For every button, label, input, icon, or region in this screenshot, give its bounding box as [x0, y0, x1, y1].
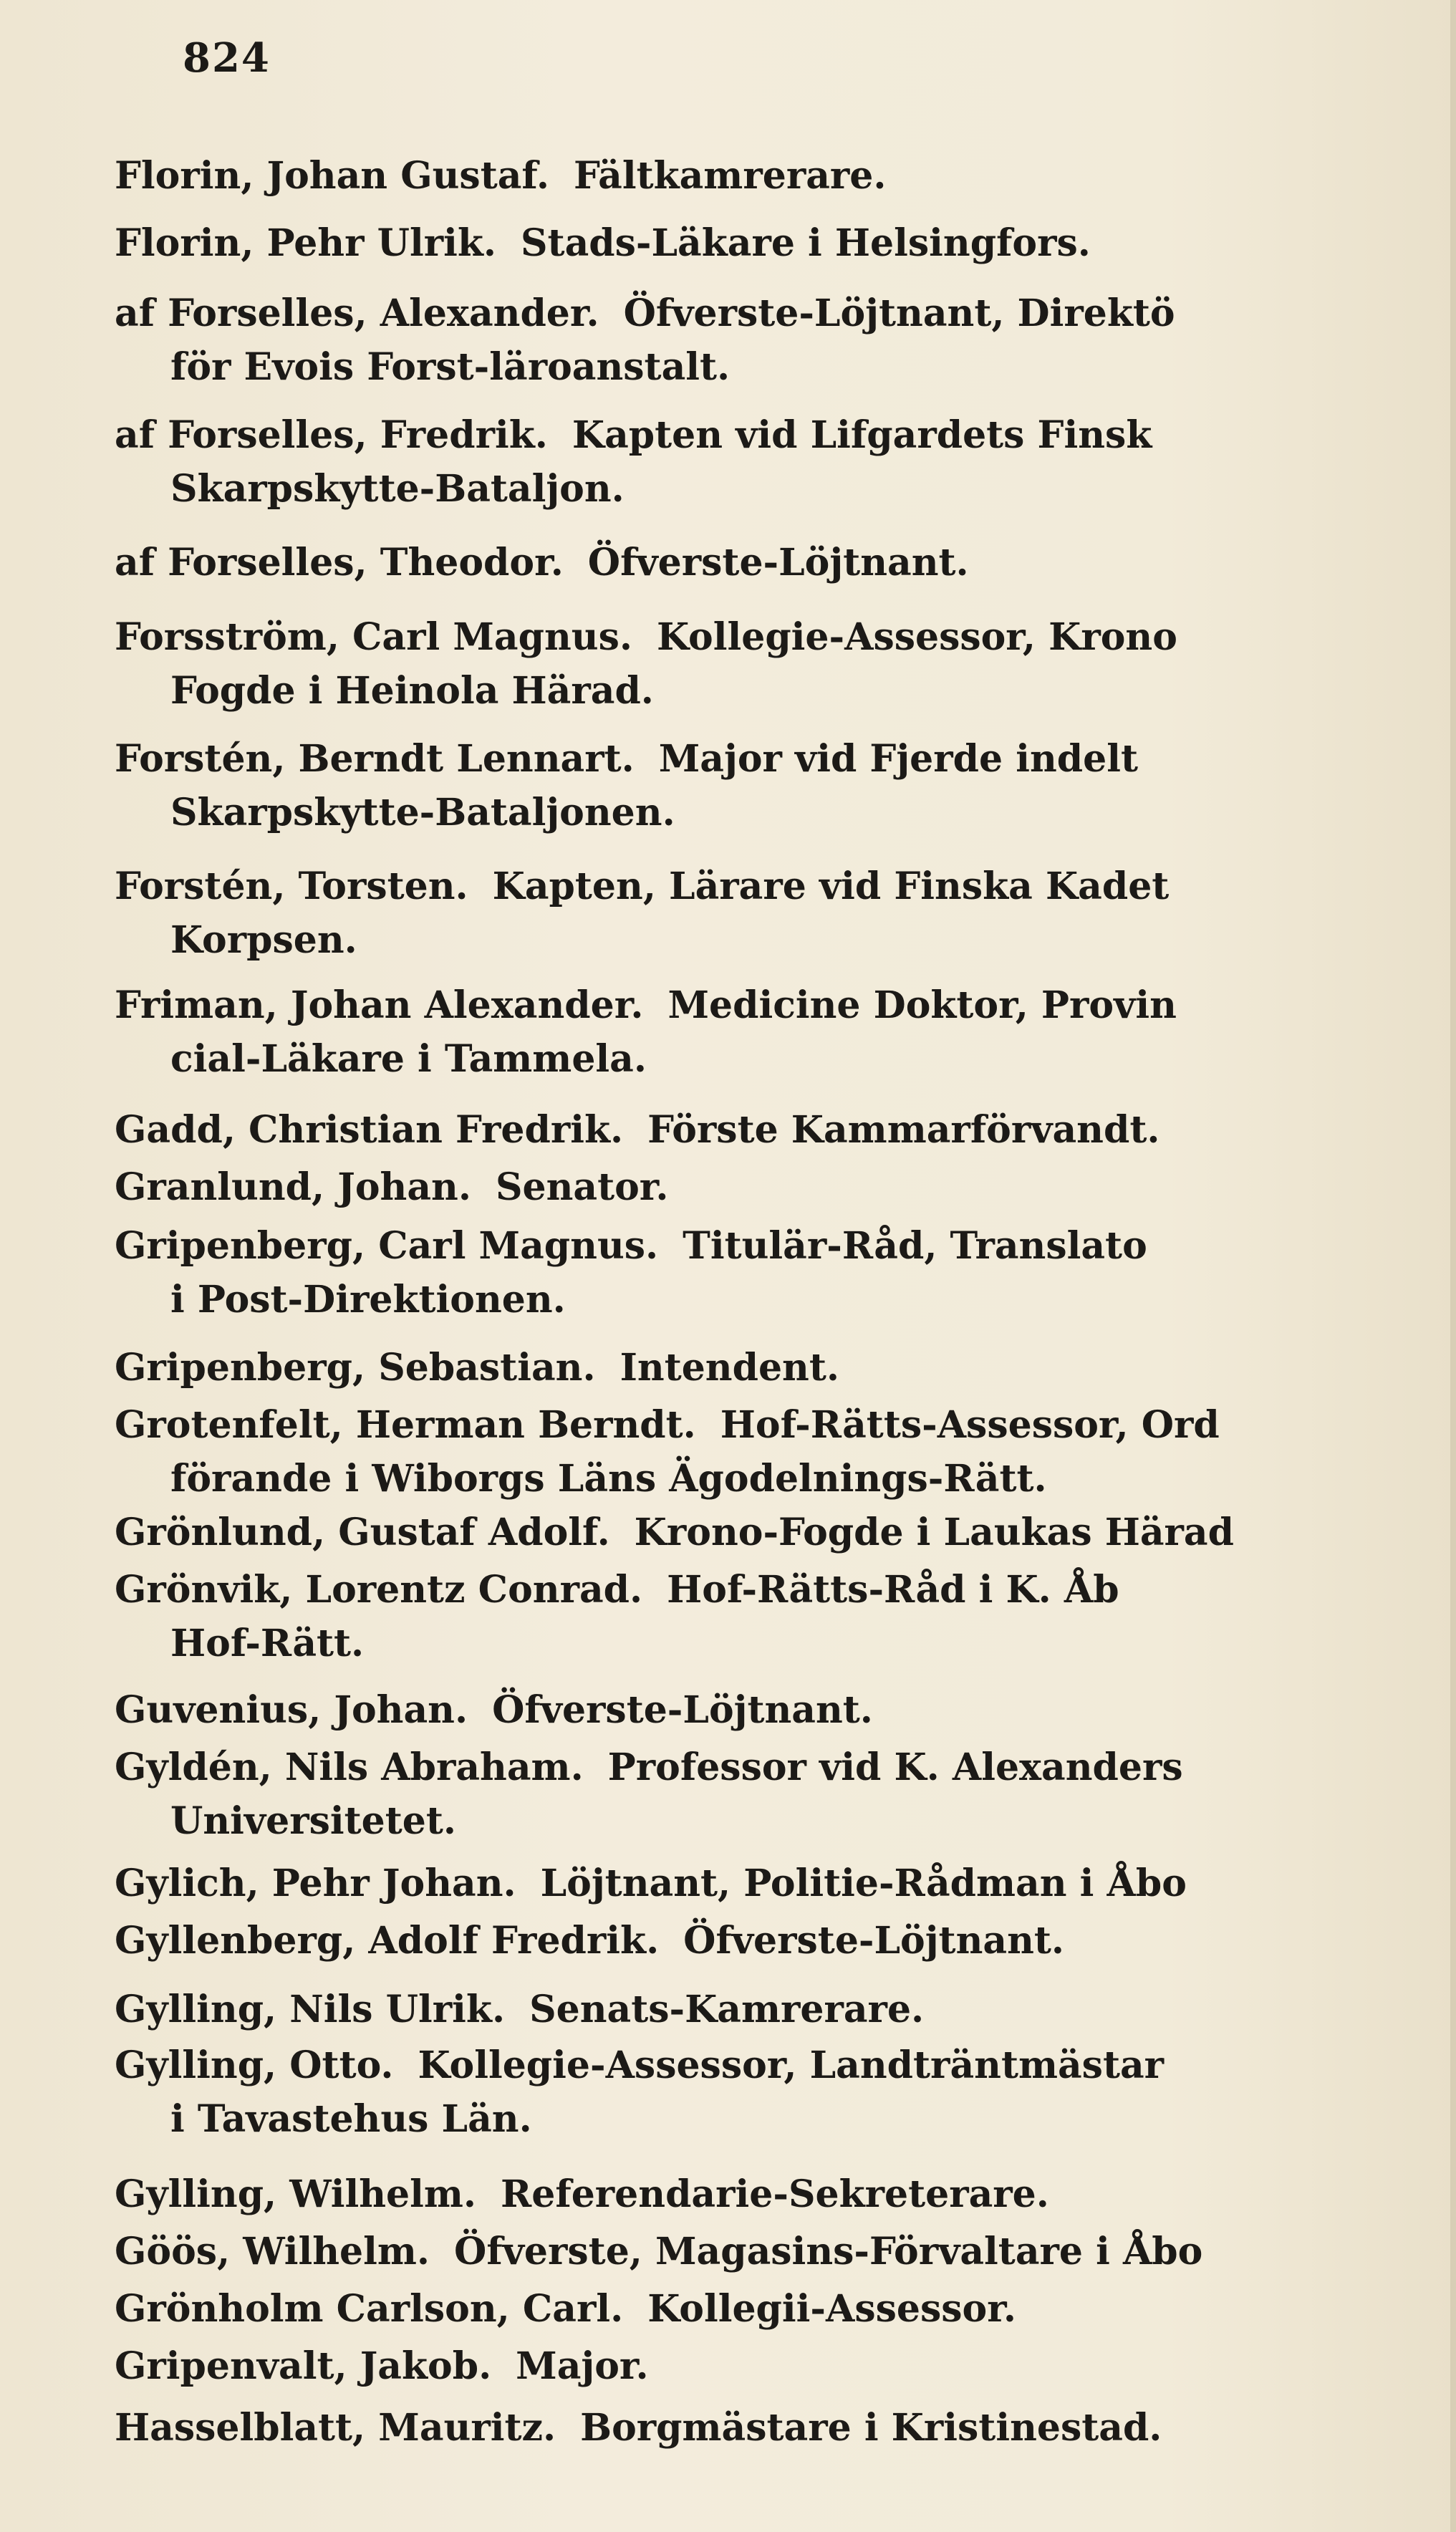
list-item: [115, 287, 1447, 394]
entry-name: Granlund, Johan.: [115, 1165, 471, 1209]
entry-continuation: i Post-Direktionen.: [170, 1278, 566, 1322]
entry-name: Friman, Johan Alexander.: [115, 983, 644, 1027]
list-item: [115, 408, 1447, 516]
entry-name: Göös, Wilhelm.: [115, 2230, 430, 2273]
entry-title: Titulär-Råd, Translato: [683, 1224, 1147, 1268]
entry-title: Referendarie-Sekreterare.: [501, 2172, 1049, 2216]
entry-name: Gylich, Pehr Johan.: [115, 1862, 516, 1905]
entry-name: af Forselles, Theodor.: [115, 541, 564, 584]
list-item: [115, 1983, 1447, 2036]
entry-title: Öfverste-Löjtnant.: [683, 1919, 1065, 1963]
entry-title: Öfverste-Löjtnant.: [587, 541, 969, 584]
list-item: [115, 1219, 1447, 1327]
entry-name: Gylling, Otto.: [115, 2044, 394, 2087]
entry-title: Kollegie-Assessor, Krono: [656, 615, 1177, 659]
list-item: [115, 2339, 1447, 2393]
entry-name: Gylling, Wilhelm.: [115, 2172, 477, 2216]
entry-title: Borgmästare i Kristinestad.: [580, 2406, 1162, 2450]
entry-name: Gylling, Nils Ulrik.: [115, 1988, 506, 2031]
list-item: [115, 2282, 1447, 2336]
entry-continuation: Universitetet.: [170, 1799, 456, 1843]
list-item: [115, 2225, 1447, 2278]
entry-name: Grönholm Carlson, Carl.: [115, 2287, 624, 2331]
entry-title: Kollegii-Assessor.: [647, 2287, 1016, 2331]
entry-name: Forsström, Carl Magnus.: [115, 615, 632, 659]
entry-name: Grönvik, Lorentz Conrad.: [115, 1568, 643, 1612]
entry-name: Gripenberg, Carl Magnus.: [115, 1224, 659, 1268]
entry-continuation: i Tavastehus Län.: [170, 2097, 532, 2141]
entry-continuation: Fogde i Heinola Härad.: [170, 669, 654, 713]
entry-title: Öfverste, Magasins-Förvaltare i Åbo: [454, 2230, 1203, 2273]
entry-title: Förste Kammarförvandt.: [647, 1108, 1160, 1152]
entry-title: Hof-Rätts-Råd i K. Åb: [667, 1568, 1119, 1612]
list-item: [115, 1563, 1447, 1670]
entry-continuation: för Evois Forst-läroanstalt.: [170, 345, 731, 389]
list-item: [115, 610, 1447, 718]
entry-name: Gyllenberg, Adolf Fredrik.: [115, 1919, 660, 1963]
entry-title: Intendent.: [619, 1346, 839, 1390]
entry-title: Professor vid K. Alexanders: [607, 1746, 1183, 1789]
list-item: [115, 216, 1447, 270]
entry-title: Major vid Fjerde indelt: [658, 737, 1138, 781]
list-item: [115, 978, 1447, 1086]
list-item: [115, 860, 1447, 967]
entry-name: Forstén, Torsten.: [115, 865, 468, 908]
list-item: [115, 2038, 1447, 2146]
entry-title: Hof-Rätts-Assessor, Ord: [720, 1403, 1220, 1447]
list-item: [115, 1914, 1447, 1968]
entry-continuation: förande i Wiborgs Läns Ägodelnings-Rätt.: [170, 1457, 1047, 1501]
list-item: [115, 1683, 1447, 1737]
list-item: [115, 1398, 1447, 1506]
page-edge: [1450, 0, 1456, 2532]
entry-title: Öfverste-Löjtnant, Direktö: [623, 292, 1175, 335]
entry-title: Major.: [516, 2344, 649, 2388]
entry-name: Florin, Pehr Ulrik.: [115, 221, 496, 265]
entry-name: Hasselblatt, Mauritz.: [115, 2406, 556, 2450]
entry-name: Forstén, Berndt Lennart.: [115, 737, 635, 781]
entry-continuation: Korpsen.: [170, 918, 357, 962]
entry-name: Guvenius, Johan.: [115, 1688, 468, 1732]
entry-title: Fältkamrerare.: [574, 154, 887, 198]
entry-title: Kapten, Lärare vid Finska Kadet: [492, 865, 1170, 908]
page-number: 824: [183, 34, 271, 82]
entry-name: Gyldén, Nils Abraham.: [115, 1746, 584, 1789]
list-item: [115, 1506, 1447, 1559]
list-item: [115, 1103, 1447, 1157]
list-item: [115, 1341, 1447, 1395]
entry-continuation: cial-Läkare i Tammela.: [170, 1037, 647, 1081]
entry-title: Kollegie-Assessor, Landträntmästar: [418, 2044, 1165, 2087]
entry-name: Gadd, Christian Fredrik.: [115, 1108, 624, 1152]
entry-title: Öfverste-Löjtnant.: [492, 1688, 873, 1732]
list-item: [115, 149, 1447, 203]
list-item: [115, 2167, 1447, 2221]
entry-continuation: Skarpskytte-Bataljon.: [170, 467, 625, 511]
entry-name: Gripenberg, Sebastian.: [115, 1346, 596, 1390]
entry-name: Gripenvalt, Jakob.: [115, 2344, 492, 2388]
list-item: [115, 1741, 1447, 1848]
entry-title: Löjtnant, Politie-Rådman i Åbo: [540, 1862, 1187, 1905]
entry-title: Krono-Fogde i Laukas Härad: [634, 1511, 1234, 1554]
list-item: [115, 732, 1447, 839]
list-item: [115, 1857, 1447, 1910]
entry-title: Senator.: [495, 1165, 669, 1209]
entry-title: Medicine Doktor, Provin: [667, 983, 1177, 1027]
entry-name: af Forselles, Alexander.: [115, 292, 599, 335]
entry-continuation: Skarpskytte-Bataljonen.: [170, 791, 675, 834]
entry-continuation: Hof-Rätt.: [170, 1622, 365, 1665]
list-item: [115, 2401, 1447, 2455]
list-item: [115, 536, 1447, 589]
entry-name: Florin, Johan Gustaf.: [115, 154, 550, 198]
entry-title: Senats-Kamrerare.: [529, 1988, 925, 2031]
list-item: [115, 1160, 1447, 1214]
entry-name: Grönlund, Gustaf Adolf.: [115, 1511, 610, 1554]
entry-name: af Forselles, Fredrik.: [115, 413, 548, 457]
entry-title: Kapten vid Lifgardets Finsk: [572, 413, 1152, 457]
entry-name: Grotenfelt, Herman Berndt.: [115, 1403, 696, 1447]
entry-title: Stads-Läkare i Helsingfors.: [521, 221, 1091, 265]
